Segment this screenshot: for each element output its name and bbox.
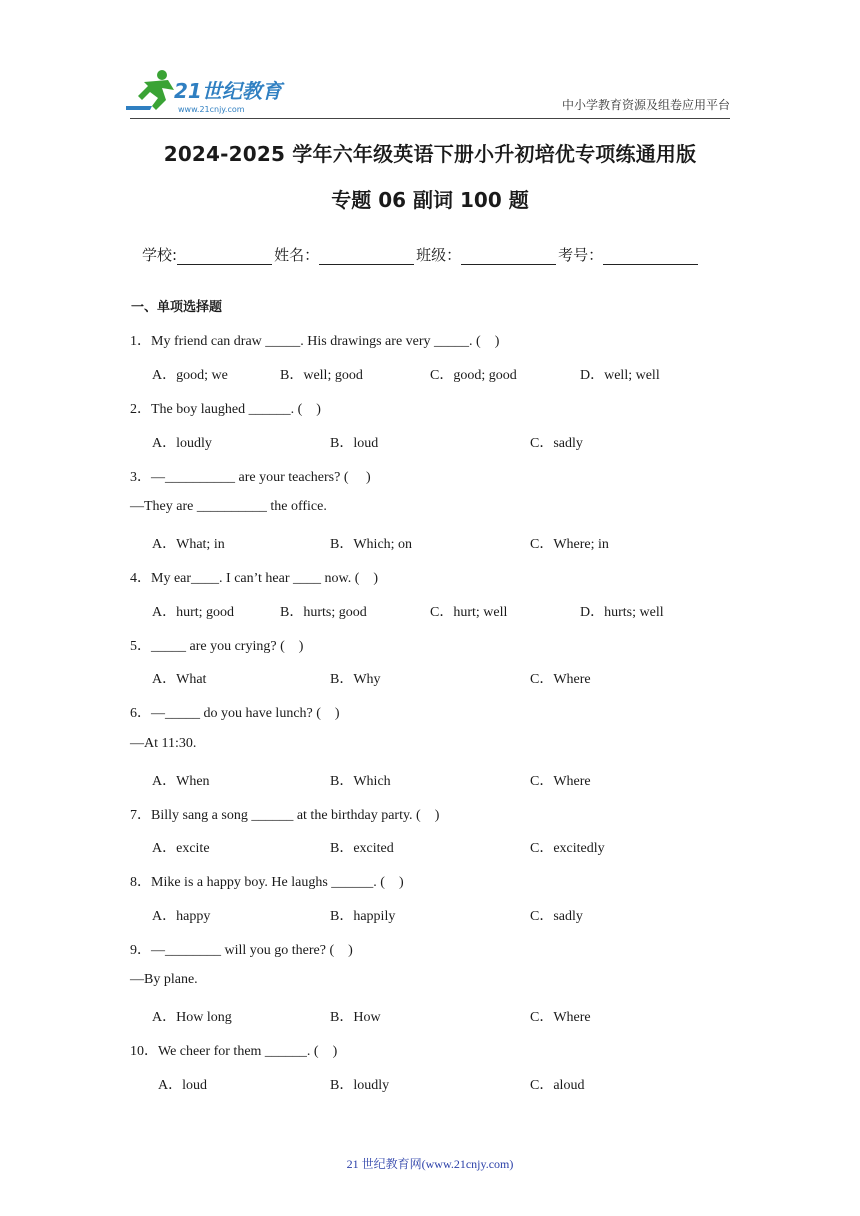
question-10: 10．We cheer for them ______. ( ) (130, 1044, 338, 1059)
option-10b[interactable]: B．loudly (330, 1078, 390, 1093)
option-4b[interactable]: B．hurts; good (280, 605, 367, 620)
question-3-line2: —They are __________ the office. (130, 499, 327, 514)
question-3: 3．—__________ are your teachers? ( ) (130, 470, 371, 485)
school-label: 学校: (142, 246, 178, 264)
option-8c[interactable]: C．sadly (530, 909, 583, 924)
option-6b[interactable]: B．Which (330, 774, 391, 789)
option-7b[interactable]: B．excited (330, 841, 394, 856)
option-1a[interactable]: A．good; we (152, 368, 228, 383)
option-7a[interactable]: A．excite (152, 841, 210, 856)
class-blank[interactable] (461, 248, 556, 265)
option-3c[interactable]: C．Where; in (530, 537, 609, 552)
question-2: 2．The boy laughed ______. ( ) (130, 402, 321, 417)
option-4d[interactable]: D．hurts; well (580, 605, 664, 620)
exam-number-blank[interactable] (603, 248, 698, 265)
question-9: 9．—________ will you go there? ( ) (130, 943, 353, 958)
option-10a[interactable]: A．loud (158, 1078, 207, 1093)
option-2b[interactable]: B．loud (330, 436, 379, 451)
class-label: 班级： (416, 246, 462, 264)
option-5b[interactable]: B．Why (330, 672, 381, 687)
option-2a[interactable]: A．loudly (152, 436, 212, 451)
question-7: 7．Billy sang a song ______ at the birthday party. ( ) (130, 808, 440, 823)
footer-source[interactable]: 21 世纪教育网(www.21cnjy.com) (346, 1157, 514, 1171)
option-3b[interactable]: B．Which; on (330, 537, 413, 552)
logo-url-text: www.21cnjy.com (178, 105, 245, 114)
name-label: 姓名： (274, 246, 320, 264)
option-6a[interactable]: A．When (152, 774, 210, 789)
option-9c[interactable]: C．Where (530, 1010, 591, 1025)
section-title: 一、单项选择题 (131, 300, 223, 315)
student-info-line (142, 244, 700, 265)
option-8a[interactable]: A．happy (152, 909, 211, 924)
option-9a[interactable]: A．How long (152, 1010, 232, 1025)
name-blank[interactable] (319, 248, 414, 265)
platform-name: 中小学教育资源及组卷应用平台 (561, 98, 730, 112)
logo-21cnjy (122, 66, 290, 116)
logo-text: 21世纪教育 (174, 79, 282, 103)
option-4a[interactable]: A．hurt; good (152, 605, 235, 620)
option-5c[interactable]: C．Where (530, 672, 591, 687)
page-subtitle: 专题 06 副词 100 题 (331, 188, 529, 212)
question-6-line2: —At 11:30. (130, 736, 197, 751)
option-1c[interactable]: C．good; good (430, 368, 517, 383)
question-8: 8．Mike is a happy boy. He laughs ______. ( ) (130, 875, 404, 890)
option-5a[interactable]: A．What (152, 672, 207, 687)
option-3a[interactable]: A．What; in (152, 537, 225, 552)
option-2c[interactable]: C．sadly (530, 436, 583, 451)
header-divider (130, 118, 730, 119)
option-1d[interactable]: D．well; well (580, 368, 660, 383)
exam-number-label: 考号： (558, 246, 604, 264)
question-6: 6．—_____ do you have lunch? ( ) (130, 706, 340, 721)
option-9b[interactable]: B．How (330, 1010, 381, 1025)
question-1: 1．My friend can draw _____. His drawings are very _____. ( ) (130, 334, 500, 349)
option-6c[interactable]: C．Where (530, 774, 591, 789)
page-title: 2024-2025 学年六年级英语下册小升初培优专项练通用版 (163, 142, 697, 166)
question-9-line2: —By plane. (130, 972, 198, 987)
option-1b[interactable]: B．well; good (280, 368, 363, 383)
school-blank[interactable] (177, 248, 272, 265)
question-4: 4．My ear____. I can’t hear ____ now. ( ) (130, 571, 379, 586)
runner-icon (126, 70, 174, 110)
option-7c[interactable]: C．excitedly (530, 841, 605, 856)
option-4c[interactable]: C．hurt; well (430, 605, 508, 620)
question-5: 5．_____ are you crying? ( ) (130, 639, 304, 654)
option-8b[interactable]: B．happily (330, 909, 396, 924)
option-10c[interactable]: C．aloud (530, 1078, 585, 1093)
